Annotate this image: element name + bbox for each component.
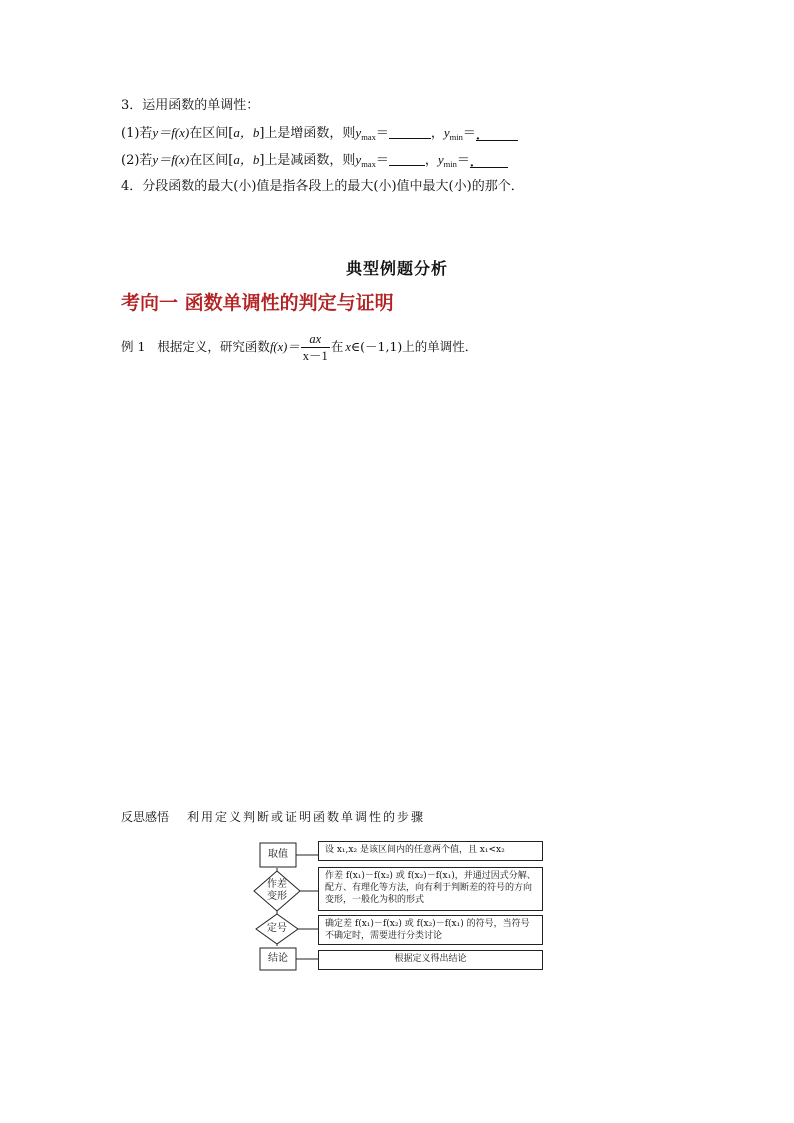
item3-case2 xyxy=(121,150,508,174)
item4-text: 4．分段函数的最大(小)值是指各段上的最大(小)值中最大(小)的那个． xyxy=(121,179,524,194)
step3-label: 定号 xyxy=(267,923,287,934)
case2-interval: a，b xyxy=(233,152,260,167)
step2-box: 作差 f(x₁)－f(x₂) 或 f(x₂)－f(x₁)，并通过因式分解、配方、有理化等方法，向有利于判断差的符号的方向变形，一般化为积的形式 xyxy=(318,867,543,911)
case2-ymin: y xyxy=(437,152,444,167)
case1-blank-max[interactable] xyxy=(389,124,431,139)
case1-func: y＝f(x) xyxy=(152,125,190,140)
case1-eq2: ＝ xyxy=(462,126,476,141)
case1-eq1: ＝ xyxy=(375,126,389,141)
case1-min-sub: min xyxy=(449,132,463,142)
example1-text-before: 根据定义，研究函数 xyxy=(157,339,270,354)
case2-sep: ， xyxy=(424,153,438,168)
example1-text-mid: 在 xyxy=(330,339,344,354)
section-heading: 典型例题分析 xyxy=(345,259,448,278)
case2-ymax: y xyxy=(355,152,362,167)
case2-end: ． xyxy=(469,155,483,170)
step3-box: 确定差 f(x₁)－f(x₂) 或 f(x₂)－f(x₁) 的符号，当符号不确定时，需要进行分类讨论 xyxy=(318,915,543,945)
case1-blank-min[interactable] xyxy=(476,126,518,141)
case1-end: ． xyxy=(475,128,489,143)
fraction-denominator: x－1 xyxy=(302,349,328,363)
case2-blank-max[interactable] xyxy=(389,151,425,166)
case2-mid: 在区间[ xyxy=(189,153,234,168)
example1 xyxy=(121,330,477,364)
case1-prefix: (1)若 xyxy=(121,126,153,141)
example1-domain: ∈(－1,1)上的单调性． xyxy=(350,339,478,354)
case1-mid: 在区间[ xyxy=(189,126,234,141)
case1-interval: a，b xyxy=(233,125,260,140)
reflection-line xyxy=(121,808,425,825)
step4-label: 结论 xyxy=(268,953,288,964)
case1-after: ]上是增函数，则 xyxy=(259,126,356,141)
case2-eq2: ＝ xyxy=(456,153,470,168)
case2-max-sub: max xyxy=(361,159,376,169)
case2-blank-min[interactable] xyxy=(470,153,508,168)
example1-var: x xyxy=(345,340,351,354)
step4-box: 根据定义得出结论 xyxy=(318,950,543,970)
flowchart xyxy=(250,838,550,978)
case1-ymax: y xyxy=(355,125,362,140)
step2-label: 作差变形 xyxy=(267,879,287,902)
case2-after: ]上是减函数，则 xyxy=(259,153,356,168)
example1-label: 例 1 xyxy=(121,339,146,354)
case2-min-sub: min xyxy=(443,159,457,169)
example1-func: f(x)＝ xyxy=(269,340,300,354)
case2-func: y＝f(x) xyxy=(152,152,190,167)
case2-prefix: (2)若 xyxy=(121,153,153,168)
case1-max-sub: max xyxy=(361,132,376,142)
reflection-tag: 反思感悟 xyxy=(121,810,170,824)
step1-label: 取值 xyxy=(268,849,288,860)
fraction-numerator: ax xyxy=(301,331,330,348)
case2-eq1: ＝ xyxy=(375,153,389,168)
case1-ymin: y xyxy=(443,125,450,140)
reflection-title: 利用定义判断或证明函数单调性的步骤 xyxy=(187,810,426,824)
item3-title: 3．运用函数的单调性： xyxy=(121,98,260,113)
item3-case1 xyxy=(121,123,518,147)
example1-fraction xyxy=(301,331,330,364)
topic-heading: 考向一 函数单调性的判定与证明 xyxy=(121,292,394,314)
step1-box: 设 x₁,x₂ 是该区间内的任意两个值，且 x₁<x₂ xyxy=(318,841,543,861)
case1-sep: ， xyxy=(430,126,444,141)
